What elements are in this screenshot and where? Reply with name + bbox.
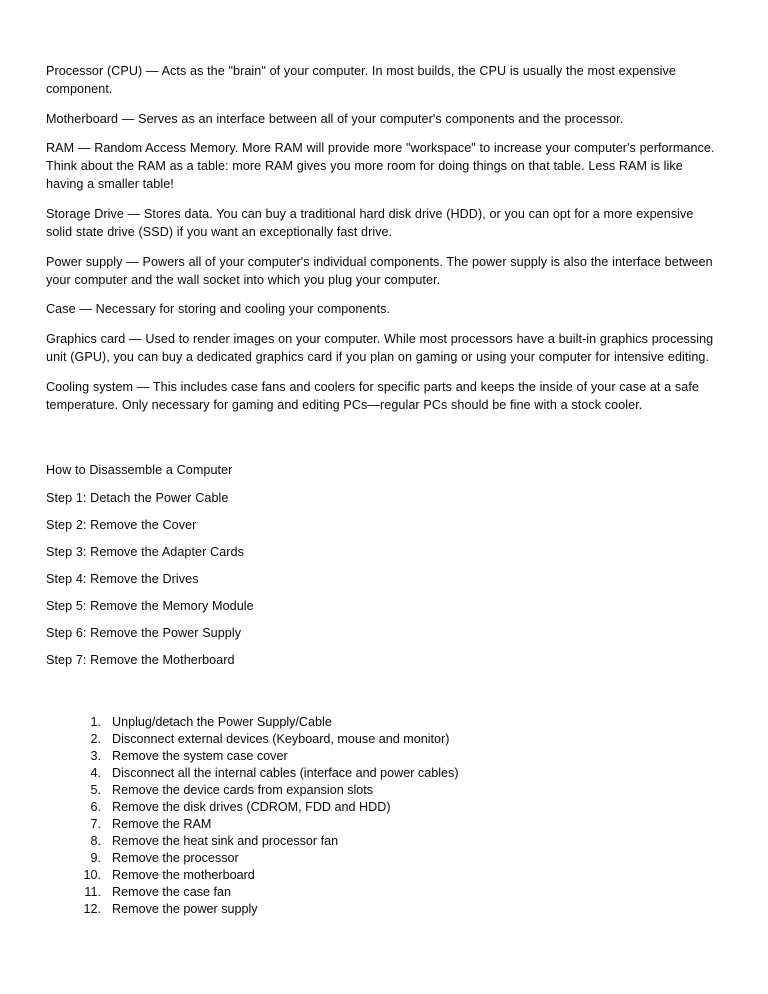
list-item: Unplug/detach the Power Supply/Cable	[112, 715, 332, 730]
list-item: Remove the heat sink and processor fan	[112, 834, 339, 849]
components-section	[46, 62, 722, 414]
paragraph-case: Case — Necessary for storing and cooling your components.	[46, 302, 391, 317]
list-item: Remove the system case cover	[112, 749, 288, 764]
list-item: Remove the motherboard	[112, 868, 255, 883]
blank-paragraph-before-list-2	[46, 696, 722, 714]
step-5: Step 5: Remove the Memory Module	[46, 598, 254, 613]
disassembly-section	[46, 461, 722, 669]
disassembly-numbered-list	[68, 714, 722, 918]
step-6: Step 6: Remove the Power Supply	[46, 625, 242, 640]
paragraph-storage-drive: Storage Drive — Stores data. You can buy a traditional hard disk drive (HDD), or you can opt for a more expensive solid state drive (SSD) if you want an exceptionally fast drive.	[46, 207, 694, 240]
document-body	[46, 62, 722, 918]
blank-paragraph-before-heading-2	[46, 443, 722, 461]
list-item: Remove the power supply	[112, 902, 258, 917]
blank-paragraph-before-heading	[46, 425, 722, 443]
paragraph-power-supply: Power supply — Powers all of your computer's individual components. The power supply is also the interface between your computer and the wall socket into which you plug your computer.	[46, 254, 713, 287]
step-2: Step 2: Remove the Cover	[46, 517, 197, 532]
list-item: Remove the processor	[112, 851, 239, 866]
section-heading: How to Disassemble a Computer	[46, 463, 233, 478]
paragraph-processor: Processor (CPU) — Acts as the "brain" of your computer. In most builds, the CPU is usually the most expensive component.	[46, 64, 676, 97]
list-item: Remove the RAM	[112, 817, 212, 832]
list-item: Remove the disk drives (CDROM, FDD and HDD)	[112, 800, 391, 815]
step-4: Step 4: Remove the Drives	[46, 571, 199, 586]
list-item: Remove the case fan	[112, 885, 232, 900]
step-3: Step 3: Remove the Adapter Cards	[46, 544, 244, 559]
list-item: Remove the device cards from expansion slots	[112, 783, 374, 798]
paragraph-ram: RAM — Random Access Memory. More RAM will provide more "workspace" to increase your computer's performance. Think about the RAM as a table: more RAM gives you more room for doing things on that table. Less RAM is like having a smaller table!	[46, 141, 715, 192]
step-7: Step 7: Remove the Motherboard	[46, 653, 235, 668]
paragraph-graphics-card: Graphics card — Used to render images on your computer. While most processors have a built-in graphics processing unit (GPU), you can buy a dedicated graphics card if you plan on gaming or using your computer for intensive editing.	[46, 332, 714, 365]
paragraph-cooling-system: Cooling system — This includes case fans and coolers for specific parts and keeps the inside of your case at a safe temperature. Only necessary for gaming and editing PCs—regular PCs should be fine with a stock cooler.	[46, 379, 699, 412]
numbered-list-wrapper	[46, 714, 722, 918]
blank-paragraph-before-list	[46, 678, 722, 696]
step-1: Step 1: Detach the Power Cable	[46, 490, 229, 505]
paragraph-motherboard: Motherboard — Serves as an interface between all of your computer's components and the processor.	[46, 111, 624, 126]
list-item: Disconnect all the internal cables (interface and power cables)	[112, 766, 459, 781]
list-item: Disconnect external devices (Keyboard, mouse and monitor)	[112, 732, 450, 747]
